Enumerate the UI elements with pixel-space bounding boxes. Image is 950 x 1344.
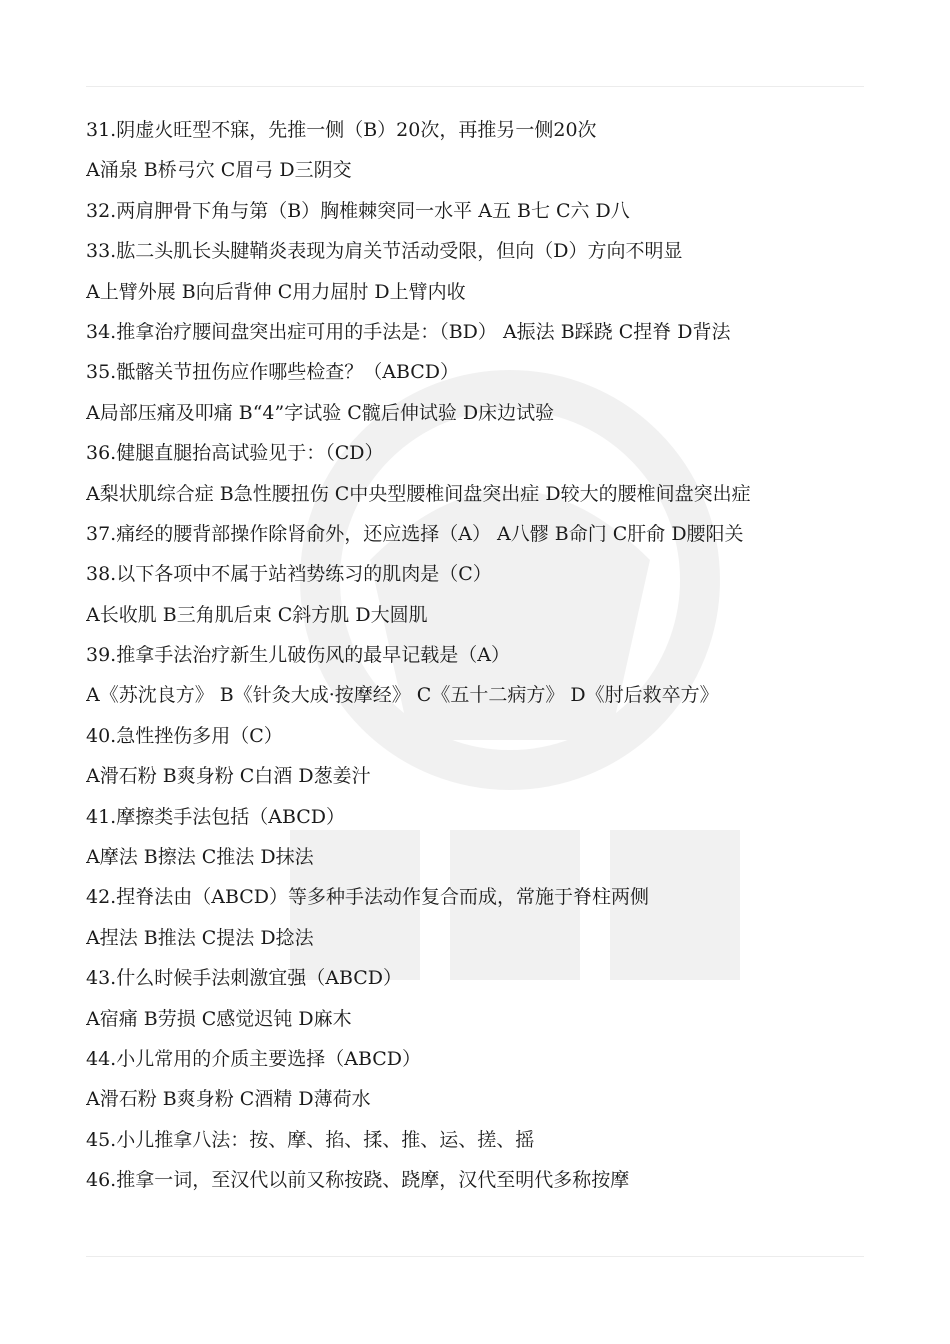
text-line: 41.摩擦类手法包括（ABCD） [86, 805, 346, 828]
text-line: 36.健腿直腿抬高试验见于：（CD） [86, 442, 384, 465]
text-line: 44.小儿常用的介质主要选择（ABCD） [86, 1047, 422, 1070]
text-line: A《苏沈良方》 B《针灸大成·按摩经》 C《五十二病方》 D《肘后救卒方》 [86, 684, 719, 707]
text-line: 42.捏脊法由（ABCD）等多种手法动作复合而成，常施于脊柱两侧 [86, 886, 650, 909]
text-line: 39.推拿手法治疗新生儿破伤风的最早记载是（A） [86, 644, 510, 667]
text-line: A宿痛 B劳损 C感觉迟钝 D麻木 [86, 1007, 352, 1030]
text-line: 45.小儿推拿八法：按、摩、掐、揉、推、运、搓、摇 [86, 1128, 535, 1151]
text-line: A捏法 B推法 C提法 D捻法 [86, 926, 314, 949]
text-line: A梨状肌综合症 B急性腰扭伤 C中央型腰椎间盘突出症 D较大的腰椎间盘突出症 [86, 482, 751, 505]
text-line: A局部压痛及叩痛 B“4”字试验 C髋后伸试验 D床边试验 [86, 401, 555, 424]
document-body [86, 110, 876, 1201]
text-line: 46.推拿一词，至汉代以前又称按跷、跷摩，汉代至明代多称按摩 [86, 1169, 630, 1192]
text-line: A长收肌 B三角肌后束 C斜方肌 D大圆肌 [86, 603, 428, 626]
text-line: A滑石粉 B爽身粉 C酒精 D薄荷水 [86, 1088, 371, 1111]
text-line: 34.推拿治疗腰间盘突出症可用的手法是：（BD） A振法 B踩跷 C捏脊 D背法 [86, 320, 731, 343]
text-line: 31.阴虚火旺型不寐，先推一侧（B）20次，再推另一侧20次 [86, 119, 597, 141]
header-rule [86, 86, 864, 87]
footer-rule [86, 1256, 864, 1257]
text-line: 37.痛经的腰背部操作除肾俞外，还应选择（A） A八髎 B命门 C肝俞 D腰阳关 [86, 522, 744, 545]
text-line: 38.以下各项中不属于站裆势练习的肌肉是（C） [86, 563, 492, 586]
text-line: 43.什么时候手法刺激宜强（ABCD） [86, 967, 403, 990]
text-line: 32.两肩胛骨下角与第（B）胸椎棘突同一水平 A五 B七 C六 D八 [86, 199, 630, 222]
text-line: 33.肱二头肌长头腱鞘炎表现为肩关节活动受限，但向（D）方向不明显 [86, 240, 683, 263]
text-line: A滑石粉 B爽身粉 C白酒 D葱姜汁 [86, 765, 371, 788]
text-line: A摩法 B擦法 C推法 D抹法 [86, 846, 314, 869]
text-line: 35.骶髂关节扭伤应作哪些检查？（ABCD） [86, 361, 460, 384]
text-line: A上臂外展 B向后背伸 C用力屈肘 D上臂内收 [86, 280, 466, 303]
text-line: 40.急性挫伤多用（C） [86, 724, 283, 747]
text-line: A涌泉 B桥弓穴 C眉弓 D三阴交 [86, 159, 352, 182]
